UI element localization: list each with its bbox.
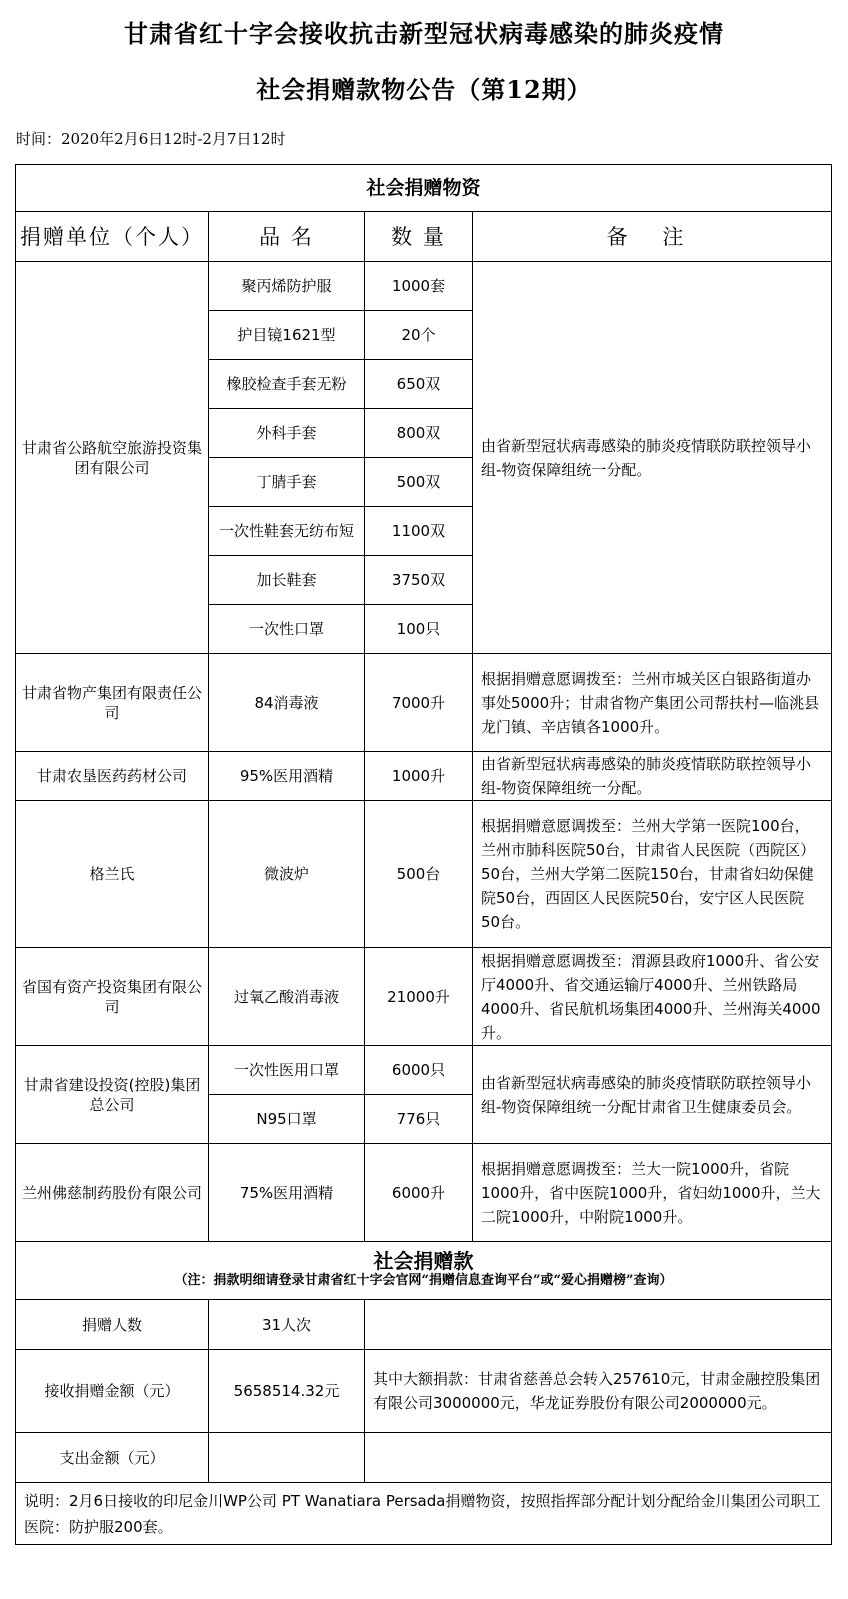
item-qty: 3750双: [365, 556, 473, 605]
money-section-note: （注：捐款明细请登录甘肃省红十字会官网“捐赠信息查询平台”或“爱心捐赠榜”查询）: [174, 1272, 673, 1288]
item-name: 95%医用酒精: [209, 752, 365, 801]
item-qty: 6000升: [365, 1144, 473, 1242]
money-section-title: 社会捐赠款: [373, 1248, 474, 1273]
note-cell: 由省新型冠状病毒感染的肺炎疫情联防联控领导小组-物资保障组统一分配。: [473, 752, 832, 801]
donor-cell: 格兰氏: [16, 801, 209, 948]
item-name: 丁腈手套: [209, 458, 365, 507]
received-label: 接收捐赠金额（元）: [16, 1350, 209, 1433]
donation-table: [15, 164, 832, 1545]
expense-amount: [209, 1433, 365, 1483]
item-name: 护目镜1621型: [209, 311, 365, 360]
note-cell: 根据捐赠意愿调拨至：兰州市城关区白银路街道办事处5000升；甘肃省物产集团公司帮扶村—临洮县龙门镇、辛店镇各1000升。: [473, 654, 832, 752]
item-name: 一次性口罩: [209, 605, 365, 654]
received-amount: 5658514.32元: [209, 1350, 365, 1433]
donor-cell: 甘肃省公路航空旅游投资集团有限公司: [16, 262, 209, 654]
item-qty: 800双: [365, 409, 473, 458]
item-name: 75%医用酒精: [209, 1144, 365, 1242]
item-qty: 1000升: [365, 752, 473, 801]
donor-cell: 甘肃省物产集团有限责任公司: [16, 654, 209, 752]
header-item: 品 名: [209, 212, 365, 262]
item-qty: 20个: [365, 311, 473, 360]
received-note: 其中大额捐款：甘肃省慈善总会转入257610元，甘肃金融控股集团有限公司3000000元，华龙证券股份有限公司2000000元。: [365, 1350, 832, 1433]
donor-cell: 甘肃省建设投资(控股)集团总公司: [16, 1046, 209, 1144]
item-name: 橡胶检查手套无粉: [209, 360, 365, 409]
item-qty: 776只: [365, 1095, 473, 1144]
donor-cell: 甘肃农垦医药药材公司: [16, 752, 209, 801]
item-qty: 6000只: [365, 1046, 473, 1095]
note-cell: 根据捐赠意愿调拨至：渭源县政府1000升、省公安厅4000升、省交通运输厅4000升、兰州铁路局4000升、省民航机场集团4000升、兰州海关4000升。: [473, 948, 832, 1046]
donor-count-label: 捐赠人数: [16, 1300, 209, 1350]
item-name: 84消毒液: [209, 654, 365, 752]
time-range: 时间：2020年2月6日12时-2月7日12时: [16, 130, 286, 148]
footnote: 说明：2月6日接收的印尼金川WP公司 PT Wanatiara Persada捐赠物资，按照指挥部分配计划分配给金川集团公司职工医院：防护服200套。: [16, 1483, 832, 1545]
item-qty: 7000升: [365, 654, 473, 752]
item-name: 聚丙烯防护服: [209, 262, 365, 311]
expense-note: [365, 1433, 832, 1483]
item-name: 一次性医用口罩: [209, 1046, 365, 1095]
item-name: 外科手套: [209, 409, 365, 458]
materials-section-title: 社会捐赠物资: [16, 165, 832, 212]
page-title-line1: 甘肃省红十字会接收抗击新型冠状病毒感染的肺炎疫情: [124, 19, 724, 48]
header-note: 备 注: [473, 212, 832, 262]
item-qty: 100只: [365, 605, 473, 654]
item-qty: 1100双: [365, 507, 473, 556]
donor-cell: 兰州佛慈制药股份有限公司: [16, 1144, 209, 1242]
note-cell: 根据捐赠意愿调拨至：兰大一院1000升，省院1000升，省中医院1000升，省妇幼1000升，兰大二院1000升，中附院1000升。: [473, 1144, 832, 1242]
donor-count-value: 31人次: [209, 1300, 365, 1350]
item-qty: 500双: [365, 458, 473, 507]
money-section-header: [16, 1242, 832, 1300]
item-qty: 21000升: [365, 948, 473, 1046]
item-name: N95口罩: [209, 1095, 365, 1144]
header-qty: 数 量: [365, 212, 473, 262]
expense-label: 支出金额（元）: [16, 1433, 209, 1483]
donor-count-note: [365, 1300, 832, 1350]
item-qty: 1000套: [365, 262, 473, 311]
item-qty: 500台: [365, 801, 473, 948]
note-cell: 根据捐赠意愿调拨至：兰州大学第一医院100台，兰州市肺科医院50台，甘肃省人民医院（西院区）50台，兰州大学第二医院150台，甘肃省妇幼保健院50台，西固区人民医院50台，安宁区人民医院50台。: [473, 801, 832, 948]
note-cell: 由省新型冠状病毒感染的肺炎疫情联防联控领导小组-物资保障组统一分配甘肃省卫生健康委员会。: [473, 1046, 832, 1144]
donor-cell: 省国有资产投资集团有限公司: [16, 948, 209, 1046]
header-donor: 捐赠单位（个人）: [16, 212, 209, 262]
item-name: 过氧乙酸消毒液: [209, 948, 365, 1046]
item-name: 一次性鞋套无纺布短: [209, 507, 365, 556]
item-qty: 650双: [365, 360, 473, 409]
item-name: 加长鞋套: [209, 556, 365, 605]
page-title-line2: 社会捐赠款物公告（第12期）: [256, 75, 592, 104]
note-cell: 由省新型冠状病毒感染的肺炎疫情联防联控领导小组-物资保障组统一分配。: [473, 262, 832, 654]
item-name: 微波炉: [209, 801, 365, 948]
